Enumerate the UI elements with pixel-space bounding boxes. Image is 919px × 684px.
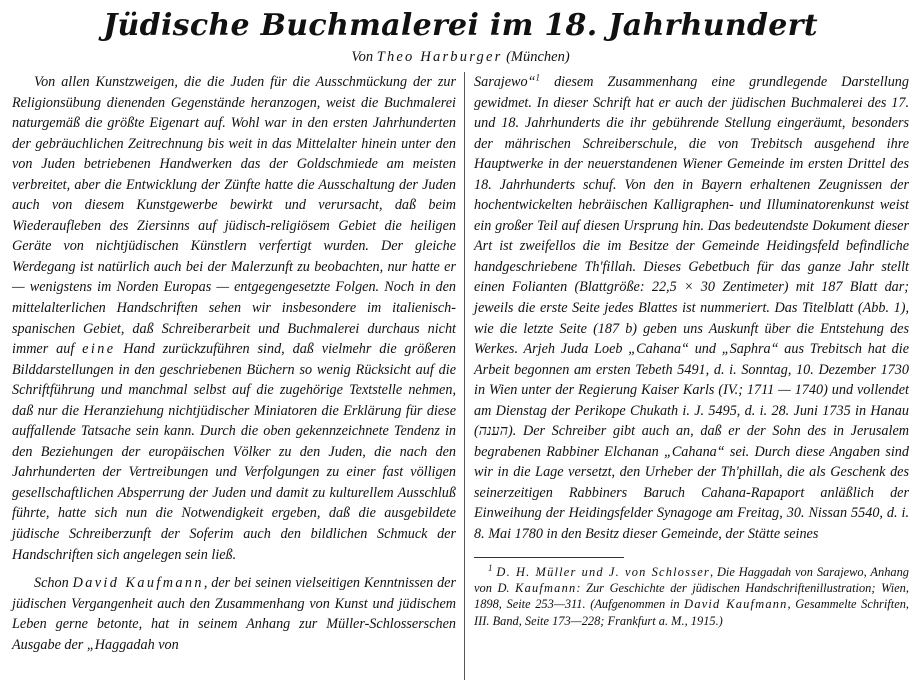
paragraph-text: Schon bbox=[34, 575, 69, 592]
paragraph-text: diesem Zusammenhang eine grundlegende Darstellung gewidmet. In dieser Schrift hat er auch der jüdischen Buchmalerei des 17. und 18. Jahrhunderts die ihr gebührende Stellung eingeräumt, besonders der mährischen Schreiberschule, die von Trebitsch ausgehend ihre Hauptwerke in der neuerstandenen Wiener Gemeinde im ersten Drittel des 18. Jahrhunderts schuf. Von den in Bayern erhaltenen Zeugnissen der hochentwickelten hebräischen Kalligraphen- und Illuminatorenkunst weist ein großer Teil auf diesen Ursprung hin. Das bedeutendste Dokument dieser Art ist zweifellos die im Besitze der Gemeinde Heidingsfeld befindliche handgeschriebene Th'fillah. Dieses Gebetbuch für das ganze Jahr stellt einen Folianten (Blattgröße: 22,5 × 30 Zentimeter) mit 187 Blatt dar; jeweils die erste Seite jedes Blattes ist nummeriert. Das Titelblatt (Abb. 1), wie die letzte Seite (187 b) geben uns Auskunft über die Entstehung des Werkes. Arjeh Juda Loeb „Cahana“ und „Saphra“ aus Trebitsch hat die Arbeit begonnen am ersten Tebeth 5491, d. i. Sonntag, 10. Dezember 1730 in Wien unter der Regierung Kaiser Karls (IV.; 1711 — 1740) und vollendet am Dienstag der Perikope Chukath i. J. 5495, d. i. 28. Juni 1735 in Hanau (הענה). Der Schreiber gibt auch an, daß er der Sohn des in Jerusalem begrabenen Rabbiner Elchanan „Cahana“ sei. Durch diese Angaben sind wir in die Lage versetzt, den Urheber der Th'phillah, die als Geschenk des seinerzeitigen Rabbiners Baruch Cahana-Rapaport anläßlich der Einweihung der Heidingsfelder Synagoge am Freitag, 30. Nissan 5540, d. i. 8. Mai 1780 in den Besitz dieser Gemeinde, der Stätte seines bbox=[474, 74, 909, 543]
right-column bbox=[474, 72, 909, 629]
footnote-authors: D. H. Müller und J. von Schlosser bbox=[496, 564, 710, 579]
author-name: Theo Harburger bbox=[376, 49, 503, 65]
paragraph-text: Von allen Kunstzweigen, die die Juden für die Ausschmückung der zur Religionsübung dienenden Gegenstände heranzogen, weist die Buchmalerei naturgemäß die größte Eigenart auf. Wohl war in den ersten Jahrhunderten der gebräuchlichen Zeitrechnung bis weit in das Mittelalter hinein unter den von Juden betriebenen Handwerken das der Goldschmiede am meisten verbreitet, aber die Entwicklung der Zünfte hatte die Ausschaltung der Juden auch von diesem Kunstgewerbe bewirkt und verursacht, daß beim Wiederaufleben des Ziersinns auf jüdisch-religiösem Gebiet die heiligen Geräte von nichtjüdischen Künstlern verfertigt wurden. Der gleiche Werdegang ist natürlich auch bei der Malerzunft zu beobachten, nur hatte er — wenigstens im Norden Europas — entgegengesetzte Folgen. Noch in den mittelalterlichen Handschriften sehen wir insbesondere im italienisch-spanischen Gebiet, daß Schreiberarbeit und Buchmalerei durchaus nicht immer auf bbox=[12, 74, 456, 358]
emphasis-text: eine bbox=[82, 341, 116, 358]
footnote-rule bbox=[474, 557, 624, 558]
paragraph-text: , der bei seinen vielseitigen Kenntnissen der jüdischen Vergangenheit auch den Zusammenhang von Kunst und jüdischem Leben gerne betonte, hat in seinem Anhang zur Müller-Schlosserschen Ausgabe der „Haggadah von bbox=[12, 575, 456, 653]
author-place: (München) bbox=[506, 49, 570, 65]
emphasis-name: David Kaufmann bbox=[72, 575, 204, 592]
article-title: Jüdische Buchmalerei im 18. Jahrhundert bbox=[103, 8, 818, 43]
footnote-marker: 1 bbox=[488, 562, 493, 573]
paragraph-text: Hand zurückzuführen sind, daß vielmehr die größeren Bilddarstellungen in den geschriebenen Büchern so wenig Rücksicht auf die Schriftführung und manchmal selbst auf die zugehörige Textstelle nehmen, daß nur die Heranziehung nichtjüdischer Miniatoren die Erklärung für diese auffallende Tatsache sein kann. Durch die oben gekennzeichnete Tendenz in den Beziehungen der europäischen Völker zu den Juden, die nach den Jahrhunderten der Vertreibungen und Verfolgungen zu einer fast völligen gesellschaftlichen Absperrung der Juden und damit zu kulturellem Ausschluß führte, hatte sich nun die Notwendigkeit ergeben, daß die ausgebildete jüdische Schreiberzunft der Soferim auch den bildlichen Schmuck der Handschriften sich angelegen sein ließ. bbox=[12, 341, 456, 563]
footnote-text: , Gesammelte Schriften, III. Band, Seite 173—228; Frankfurt a. M., 1915.) bbox=[474, 597, 909, 628]
paragraph bbox=[474, 72, 909, 545]
footnote-name: Kaufmann bbox=[515, 580, 577, 595]
article-body bbox=[12, 72, 909, 680]
byline-prefix: Von bbox=[351, 49, 374, 65]
footnote-text: : Zur Geschichte der jüdischen Handschriftenillustration; Wien, 1898, Seite 253—311. (Aufgenommen in bbox=[474, 580, 909, 612]
footnote-name: David Kaufmann bbox=[684, 597, 788, 612]
footnote-text: , Die Haggadah von Sarajewo, Anhang von D. bbox=[474, 564, 909, 595]
paragraph bbox=[12, 573, 456, 655]
footnote bbox=[474, 564, 909, 630]
paragraph-text: Sarajewo“ bbox=[474, 74, 536, 90]
left-column bbox=[12, 72, 456, 655]
byline bbox=[12, 46, 909, 70]
column-divider bbox=[464, 72, 465, 680]
paragraph bbox=[12, 72, 456, 565]
footnote-reference: 1 bbox=[535, 72, 540, 83]
